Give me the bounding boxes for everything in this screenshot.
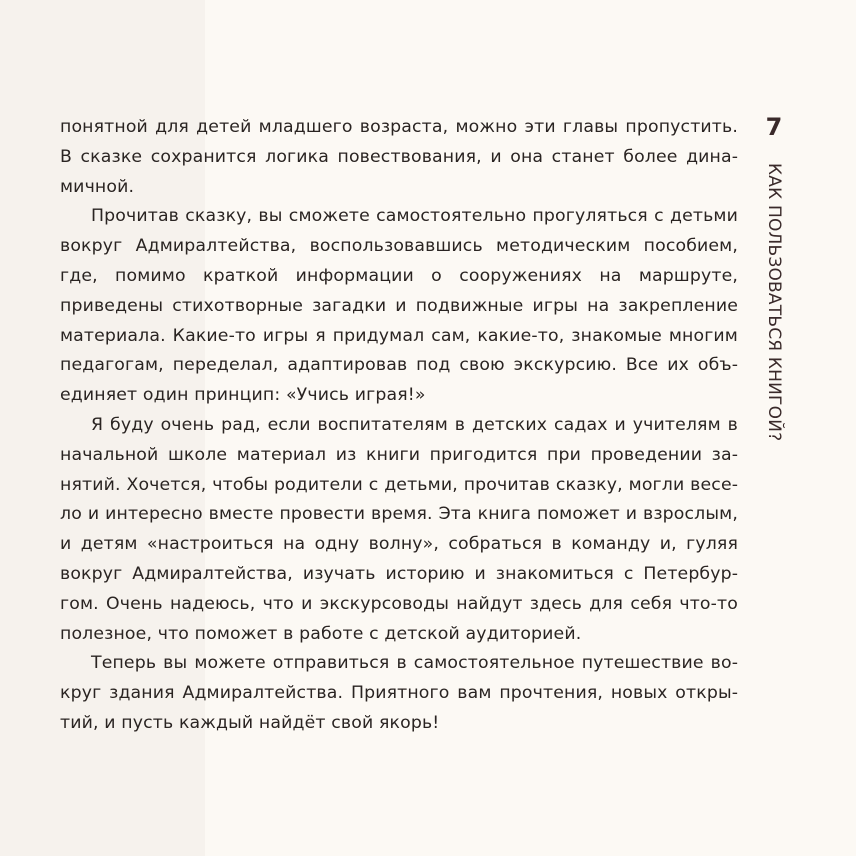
body-text — [60, 113, 738, 739]
page-number: 7 — [765, 113, 783, 141]
paragraph-teachers: Я буду очень рад, если воспитателям в детских садах и учителям в начальной школе материал из книги пригодится при проведении занятий. Хочется, чтобы родители с детьми, прочитав сказку, могли весело и интересно вместе провести время. Эта книга поможет и взрослым, и детям «настроиться на одну волну», собраться в команду и, гуляя вокруг Адмиралтейства, изучать историю и знакомиться с Петербургом. Очень надеюсь, что и экскурсоводы найдут здесь для себя что-то полезное, что поможет в работе с детской аудиторией. — [60, 414, 738, 644]
paragraph-closing: Теперь вы можете отправиться в самостоятельное путешествие вокруг здания Адмиралтейства. Приятного вам прочтения, новых открытий, и пусть каждый найдёт свой якорь! — [60, 653, 738, 733]
paragraph-continuation: понятной для детей младшего возраста, можно эти главы пропустить. В сказке сохранится логика повествования, и она станет более динамичной. — [60, 117, 738, 197]
running-head: КАК ПОЛЬЗОВАТЬСЯ КНИГОЙ? — [764, 163, 784, 442]
paragraph-guide: Прочитав сказку, вы сможете самостоятельно прогуляться с детьми вокруг Адмиралтейства, воспользовавшись методическим пособием, где, помимо краткой информации о сооружениях на маршруте, приведены стихотворные загадки и подвижные игры на закрепление материала. Какие-то игры я придумал сам, какие-то, знакомые многим педагогам, переделал, адаптировав под свою экскурсию. Все их объединяет один принцип: «Учись играя!» — [60, 206, 738, 406]
